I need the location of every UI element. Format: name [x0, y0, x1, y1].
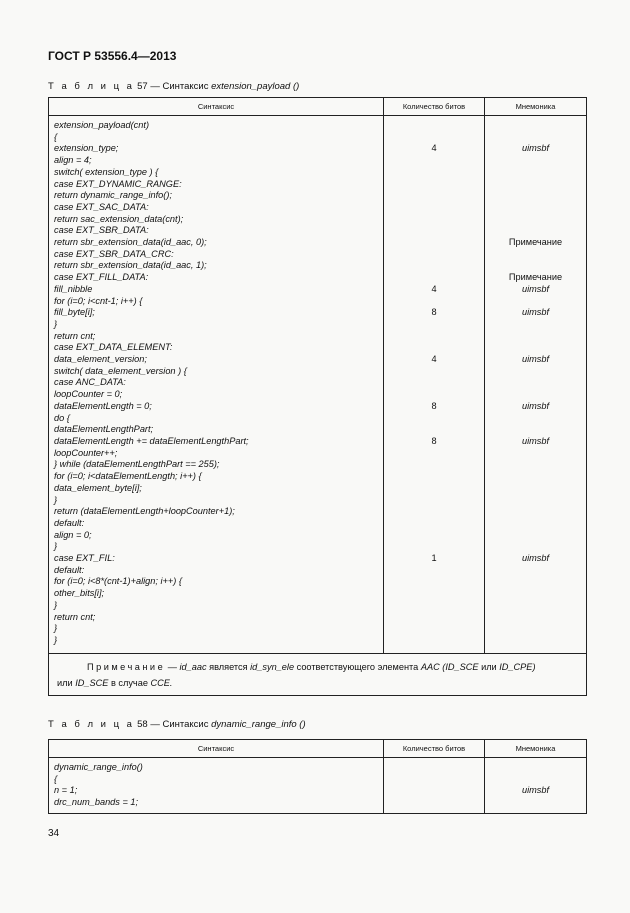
code-line: n = 1; — [54, 785, 78, 796]
document-header: ГОСТ Р 53556.4—2013 — [48, 49, 177, 63]
mnemonic-value: uimsbf — [521, 400, 550, 411]
code-line: dataElementLength += dataElementLengthPart; — [54, 435, 249, 446]
code-line: extension_payload(cnt) — [54, 120, 149, 130]
table57-caption — [48, 81, 299, 92]
code-line: { — [54, 773, 58, 784]
code-line: } — [54, 541, 58, 552]
code-line: return cnt; — [54, 611, 96, 622]
note-term: id_syn_ele — [250, 661, 295, 672]
caption-text: Синтаксис — [162, 81, 209, 92]
code-line: dynamic_range_info() — [54, 762, 143, 772]
code-line: fill_byte[i]; — [54, 307, 95, 318]
note-term: AAC (ID_SCE — [420, 661, 479, 672]
bits-cell — [384, 116, 485, 654]
code-line: loopCounter = 0; — [54, 389, 123, 400]
code-line: return cnt; — [54, 330, 96, 341]
syntax-code-cell — [49, 758, 384, 814]
code-line: extension_type; — [54, 143, 119, 154]
code-line: case EXT_SBR_DATA_CRC: — [54, 248, 174, 259]
caption-text: Синтаксис — [162, 719, 209, 730]
bits-value: 4 — [431, 143, 437, 154]
table-note — [49, 653, 587, 695]
code-line: return dynamic_range_info(); — [54, 190, 172, 201]
note-text: соответствующего элемента — [294, 661, 421, 672]
mnemonic-value: uimsbf — [521, 435, 550, 446]
table57 — [48, 97, 587, 696]
note-term: id_aac — [179, 661, 207, 672]
code-line: for (i=0; i<8*(cnt-1)+align; i++) { — [54, 576, 182, 587]
mnemonic-cell — [485, 758, 587, 814]
column-header-syntax: Синтаксис — [49, 98, 384, 116]
mnemonic-value: uimsbf — [521, 143, 550, 154]
table58-caption — [48, 719, 306, 730]
page-number: 34 — [48, 828, 60, 839]
mnemonic-value: uimsbf — [521, 283, 550, 294]
note-text: или — [57, 677, 76, 688]
code-line: drc_num_bands = 1; — [54, 797, 139, 808]
caption-dash: — — [150, 719, 160, 730]
code-line: } — [54, 318, 58, 329]
code-line: case ANC_DATA: — [54, 377, 126, 388]
code-line: return sac_extension_data(cnt); — [54, 213, 184, 224]
bits-value: 1 — [431, 552, 437, 563]
code-line: } — [54, 599, 58, 610]
code-line: do { — [54, 412, 70, 423]
code-line: case EXT_FILL_DATA: — [54, 272, 149, 283]
code-line: switch( data_element_version ) { — [54, 365, 187, 376]
code-line: default: — [54, 517, 85, 528]
note-text: является — [206, 661, 251, 672]
caption-prefix: Т а б л и ц а — [48, 719, 135, 730]
column-header-bits: Количество битов — [384, 740, 485, 758]
mnemonic-value: uimsbf — [521, 307, 550, 318]
bits-value: 4 — [431, 354, 437, 364]
mnemonic-value: uimsbf — [521, 354, 550, 364]
mnemonic-value: Примечание — [508, 272, 563, 283]
code-line: case EXT_SAC_DATA: — [54, 201, 149, 212]
note-term: ID_SCE — [75, 677, 109, 688]
code-line: for (i=0; i<dataElementLength; i++) { — [54, 471, 202, 482]
code-line: data_element_version; — [54, 354, 147, 365]
bits-value: 8 — [431, 400, 437, 411]
caption-number: 57 — [137, 81, 148, 92]
note-term: ID_CPE) — [499, 661, 536, 672]
code-line: } — [54, 623, 58, 634]
caption-function: dynamic_range_info () — [211, 719, 306, 730]
note-text: в случае — [108, 677, 151, 688]
note-label: Примечание — [87, 661, 166, 672]
note-dash: — — [165, 661, 180, 672]
code-line: } — [54, 494, 58, 505]
code-line: } — [54, 634, 58, 645]
code-line: fill_nibble — [54, 283, 93, 294]
code-line: case EXT_DYNAMIC_RANGE: — [54, 178, 182, 189]
code-line: return sbr_extension_data(id_aac, 1); — [54, 260, 207, 271]
bits-value: 4 — [431, 283, 437, 294]
code-line: align = 4; — [54, 155, 92, 166]
mnemonic-cell — [485, 116, 587, 654]
column-header-mnemonic: Мнемоника — [485, 98, 587, 116]
code-line: switch( extension_type ) { — [54, 166, 159, 177]
code-line: dataElementLengthPart; — [54, 424, 154, 435]
code-line: return sbr_extension_data(id_aac, 0); — [54, 237, 207, 248]
caption-function: extension_payload () — [211, 81, 300, 92]
code-line: dataElementLength = 0; — [54, 400, 152, 411]
mnemonic-value: uimsbf — [521, 785, 550, 796]
table58 — [48, 739, 587, 814]
code-line: for (i=0; i<cnt-1; i++) { — [54, 295, 143, 306]
bits-cell — [384, 758, 485, 814]
mnemonic-value: uimsbf — [521, 552, 550, 563]
caption-prefix: Т а б л и ц а — [48, 81, 135, 92]
code-line: default: — [54, 564, 85, 575]
bits-value: 8 — [431, 435, 437, 446]
mnemonic-value: Примечание — [508, 237, 563, 247]
note-term: CCE. — [150, 677, 173, 688]
code-line: return (dataElementLength+loopCounter+1); — [54, 506, 235, 517]
code-line: loopCounter++; — [54, 447, 118, 458]
note-text: или — [478, 661, 500, 672]
caption-number: 58 — [137, 719, 148, 730]
code-line: align = 0; — [54, 529, 92, 540]
code-line: } while (dataElementLengthPart == 255); — [54, 459, 220, 470]
bits-value: 8 — [431, 307, 437, 318]
code-line: other_bits[i]; — [54, 588, 105, 599]
code-line: case EXT_SBR_DATA: — [54, 225, 149, 236]
code-line: case EXT_DATA_ELEMENT: — [54, 342, 173, 353]
column-header-bits: Количество битов — [384, 98, 485, 116]
code-line: case EXT_FIL: — [54, 553, 115, 564]
code-line: { — [54, 131, 58, 142]
column-header-syntax: Синтаксис — [49, 740, 384, 758]
caption-dash: — — [150, 81, 160, 92]
syntax-code-cell — [49, 116, 384, 654]
code-line: data_element_byte[i]; — [54, 482, 142, 493]
column-header-mnemonic: Мнемоника — [485, 740, 587, 758]
